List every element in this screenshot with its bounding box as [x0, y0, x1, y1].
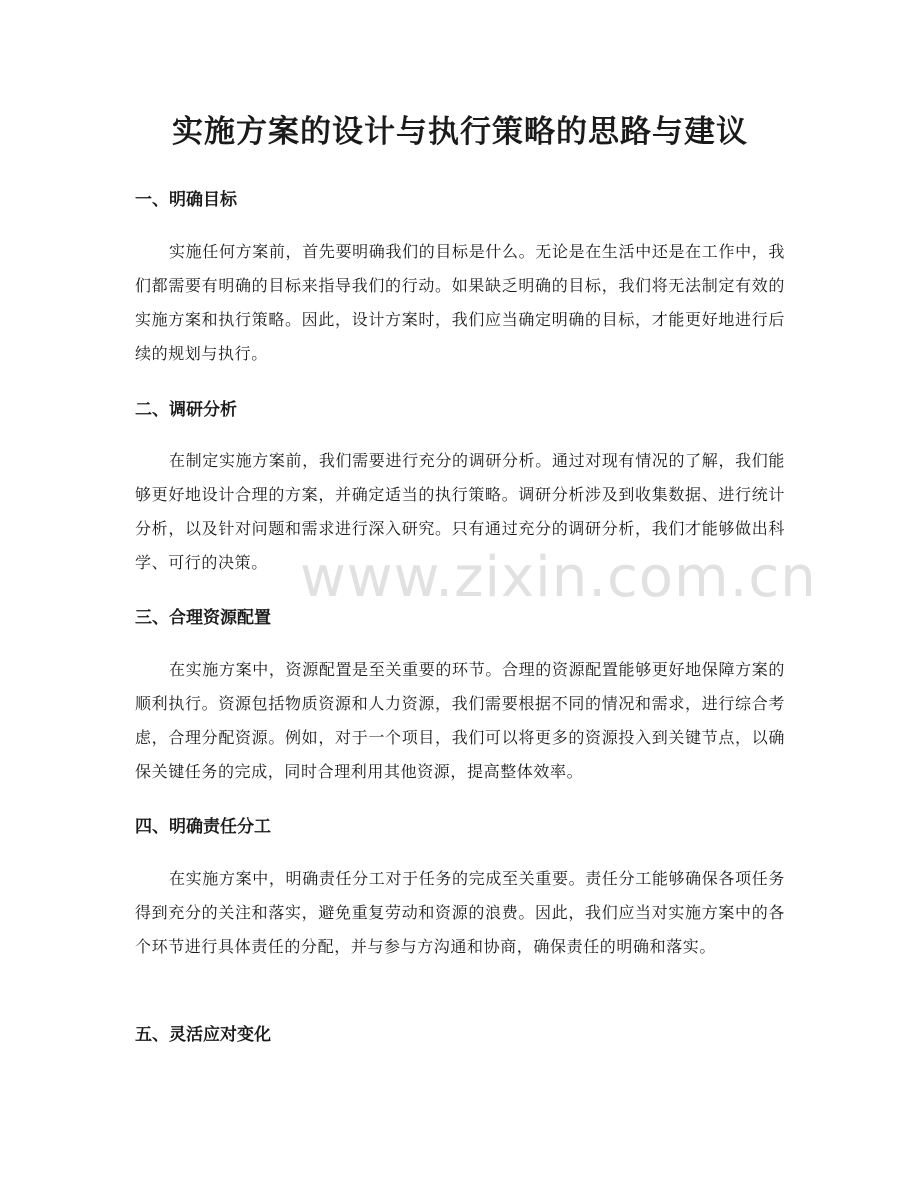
section-heading-1: 一、明确目标: [135, 190, 237, 210]
document-title: 实施方案的设计与执行策略的思路与建议: [172, 114, 748, 150]
section-heading-4: 四、明确责任分工: [135, 817, 271, 837]
section-paragraph-3: 在实施方案中，资源配置是至关重要的环节。合理的资源配置能够更好地保障方案的顺利执行。资源包括物质资源和人力资源，我们需要根据不同的情况和需求，进行综合考虑，合理分配资源。例如，对于一个项目，我们可以将更多的资源投入到关键节点，以确保关键任务的完成，同时合理利用其他资源，提高整体效率。: [135, 660, 785, 781]
section-paragraph-4: 在实施方案中，明确责任分工对于任务的完成至关重要。责任分工能够确保各项任务得到充分的关注和落实，避免重复劳动和资源的浪费。因此，我们应当对实施方案中的各个环节进行具体责任的分配，并与参与方沟通和协商，确保责任的明确和落实。: [135, 869, 785, 956]
section-heading-2: 二、调研分析: [135, 400, 237, 420]
section-paragraph-2: 在制定实施方案前，我们需要进行充分的调研分析。通过对现有情况的了解，我们能够更好地设计合理的方案，并确定适当的执行策略。调研分析涉及到收集数据、进行统计分析，以及针对问题和需求进行深入研究。只有通过充分的调研分析，我们才能够做出科学、可行的决策。: [135, 451, 785, 572]
section-heading-3: 三、合理资源配置: [135, 608, 271, 628]
section-paragraph-1: 实施任何方案前，首先要明确我们的目标是什么。无论是在生活中还是在工作中，我们都需要有明确的目标来指导我们的行动。如果缺乏明确的目标，我们将无法制定有效的实施方案和执行策略。因此，设计方案时，我们应当确定明确的目标，才能更好地进行后续的规划与执行。: [135, 242, 785, 363]
watermark-text: www.zixin.com.cn: [300, 545, 817, 610]
section-heading-5: 五、灵活应对变化: [135, 1025, 271, 1045]
